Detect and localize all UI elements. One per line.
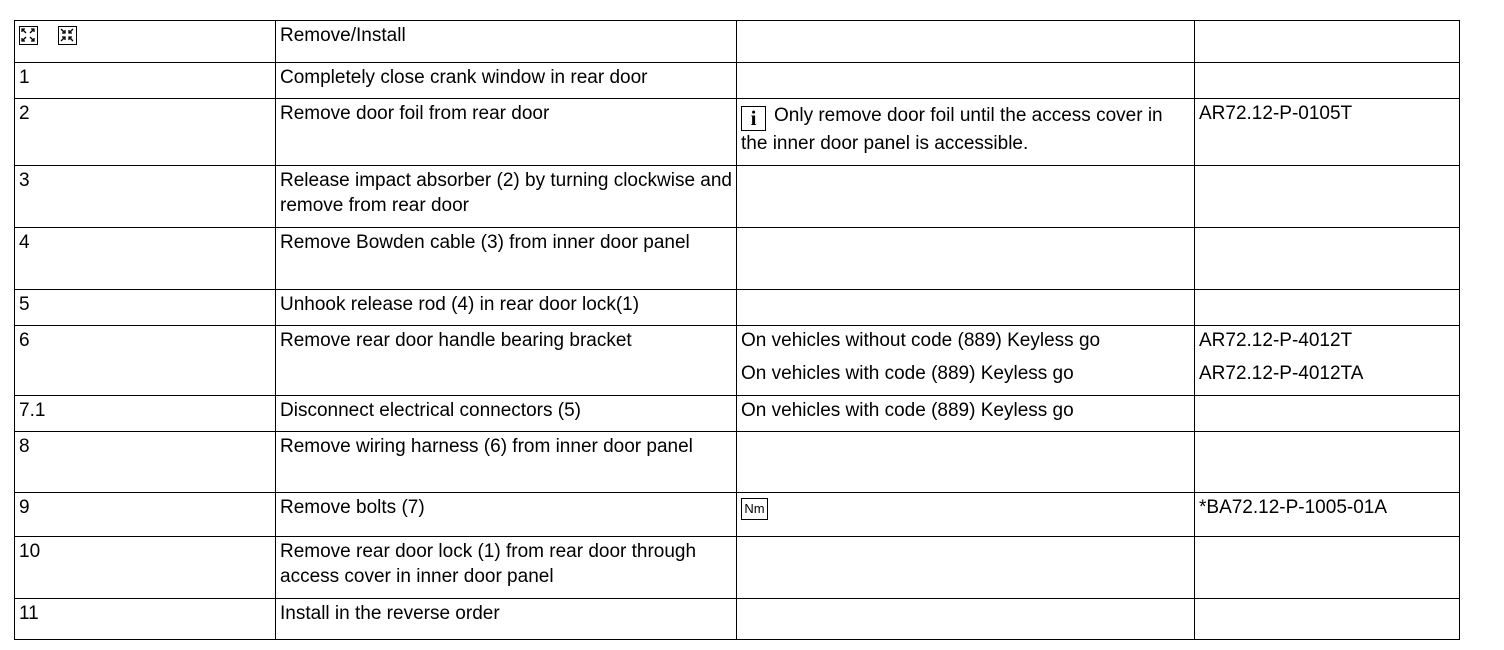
- step-number: 2: [15, 99, 276, 166]
- step-action: Remove door foil from rear door: [276, 99, 737, 166]
- step-action: Install in the reverse order: [276, 599, 737, 640]
- step-note: [737, 599, 1195, 640]
- table-row: [15, 537, 1460, 599]
- step-note-text: Only remove door foil until the access cover in the inner door panel is accessible.: [741, 105, 1163, 154]
- step-note-line: On vehicles with code (889) Keyless go: [741, 363, 1074, 384]
- step-reference[interactable]: [1195, 432, 1460, 493]
- step-reference[interactable]: [1195, 290, 1460, 326]
- step-reference[interactable]: [1195, 63, 1460, 99]
- table-row: [15, 432, 1460, 493]
- step-note: [737, 326, 1195, 396]
- table-row: [15, 166, 1460, 228]
- step-number: 3: [15, 166, 276, 228]
- table-row: [15, 63, 1460, 99]
- header-note-cell: [737, 21, 1195, 63]
- step-action: Remove Bowden cable (3) from inner door panel: [276, 228, 737, 290]
- table-row: [15, 396, 1460, 432]
- step-reference-link[interactable]: AR72.12-P-4012TA: [1199, 363, 1364, 384]
- step-number: 5: [15, 290, 276, 326]
- step-action: Remove wiring harness (6) from inner door panel: [276, 432, 737, 493]
- step-number: 10: [15, 537, 276, 599]
- step-note: [737, 166, 1195, 228]
- table-row: [15, 599, 1460, 640]
- step-reference[interactable]: [1195, 166, 1460, 228]
- procedure-table: [14, 20, 1460, 640]
- header-title: Remove/Install: [276, 21, 737, 63]
- step-number: 7.1: [15, 396, 276, 432]
- step-number: 11: [15, 599, 276, 640]
- table-row: [15, 99, 1460, 166]
- expand-all-icon[interactable]: [19, 26, 38, 45]
- step-number: 6: [15, 326, 276, 396]
- step-reference[interactable]: [1195, 537, 1460, 599]
- step-reference[interactable]: [1195, 599, 1460, 640]
- step-note: [737, 99, 1195, 166]
- step-reference[interactable]: [1195, 396, 1460, 432]
- step-number: 1: [15, 63, 276, 99]
- torque-nm-icon[interactable]: Nm: [741, 498, 768, 520]
- table-row: [15, 290, 1460, 326]
- step-reference-link[interactable]: AR72.12-P-4012T: [1199, 330, 1353, 351]
- header-ref-cell: [1195, 21, 1460, 63]
- step-reference: [1195, 326, 1460, 396]
- step-note: [737, 432, 1195, 493]
- step-reference[interactable]: *BA72.12-P-1005-01A: [1195, 493, 1460, 537]
- step-action: Remove rear door handle bearing bracket: [276, 326, 737, 396]
- step-note: [737, 537, 1195, 599]
- info-icon: i: [741, 106, 766, 131]
- step-number: 4: [15, 228, 276, 290]
- table-row: [15, 228, 1460, 290]
- step-action: Completely close crank window in rear door: [276, 63, 737, 99]
- table-row: [15, 493, 1460, 537]
- step-action: Remove bolts (7): [276, 493, 737, 537]
- step-action: Disconnect electrical connectors (5): [276, 396, 737, 432]
- header-icons-cell: [15, 21, 276, 63]
- step-action: Release impact absorber (2) by turning clockwise and remove from rear door: [276, 166, 737, 228]
- step-action: Remove rear door lock (1) from rear door through access cover in inner door panel: [276, 537, 737, 599]
- step-note: [737, 228, 1195, 290]
- step-note: [737, 493, 1195, 537]
- step-reference[interactable]: AR72.12-P-0105T: [1195, 99, 1460, 166]
- step-note-line: On vehicles without code (889) Keyless go: [741, 330, 1101, 351]
- step-note: [737, 290, 1195, 326]
- step-action: Unhook release rod (4) in rear door lock(1): [276, 290, 737, 326]
- header-row: [15, 21, 1460, 63]
- step-reference[interactable]: [1195, 228, 1460, 290]
- step-note: On vehicles with code (889) Keyless go: [737, 396, 1195, 432]
- collapse-all-icon[interactable]: [58, 26, 77, 45]
- step-note: [737, 63, 1195, 99]
- step-number: 8: [15, 432, 276, 493]
- step-number: 9: [15, 493, 276, 537]
- table-row: [15, 326, 1460, 396]
